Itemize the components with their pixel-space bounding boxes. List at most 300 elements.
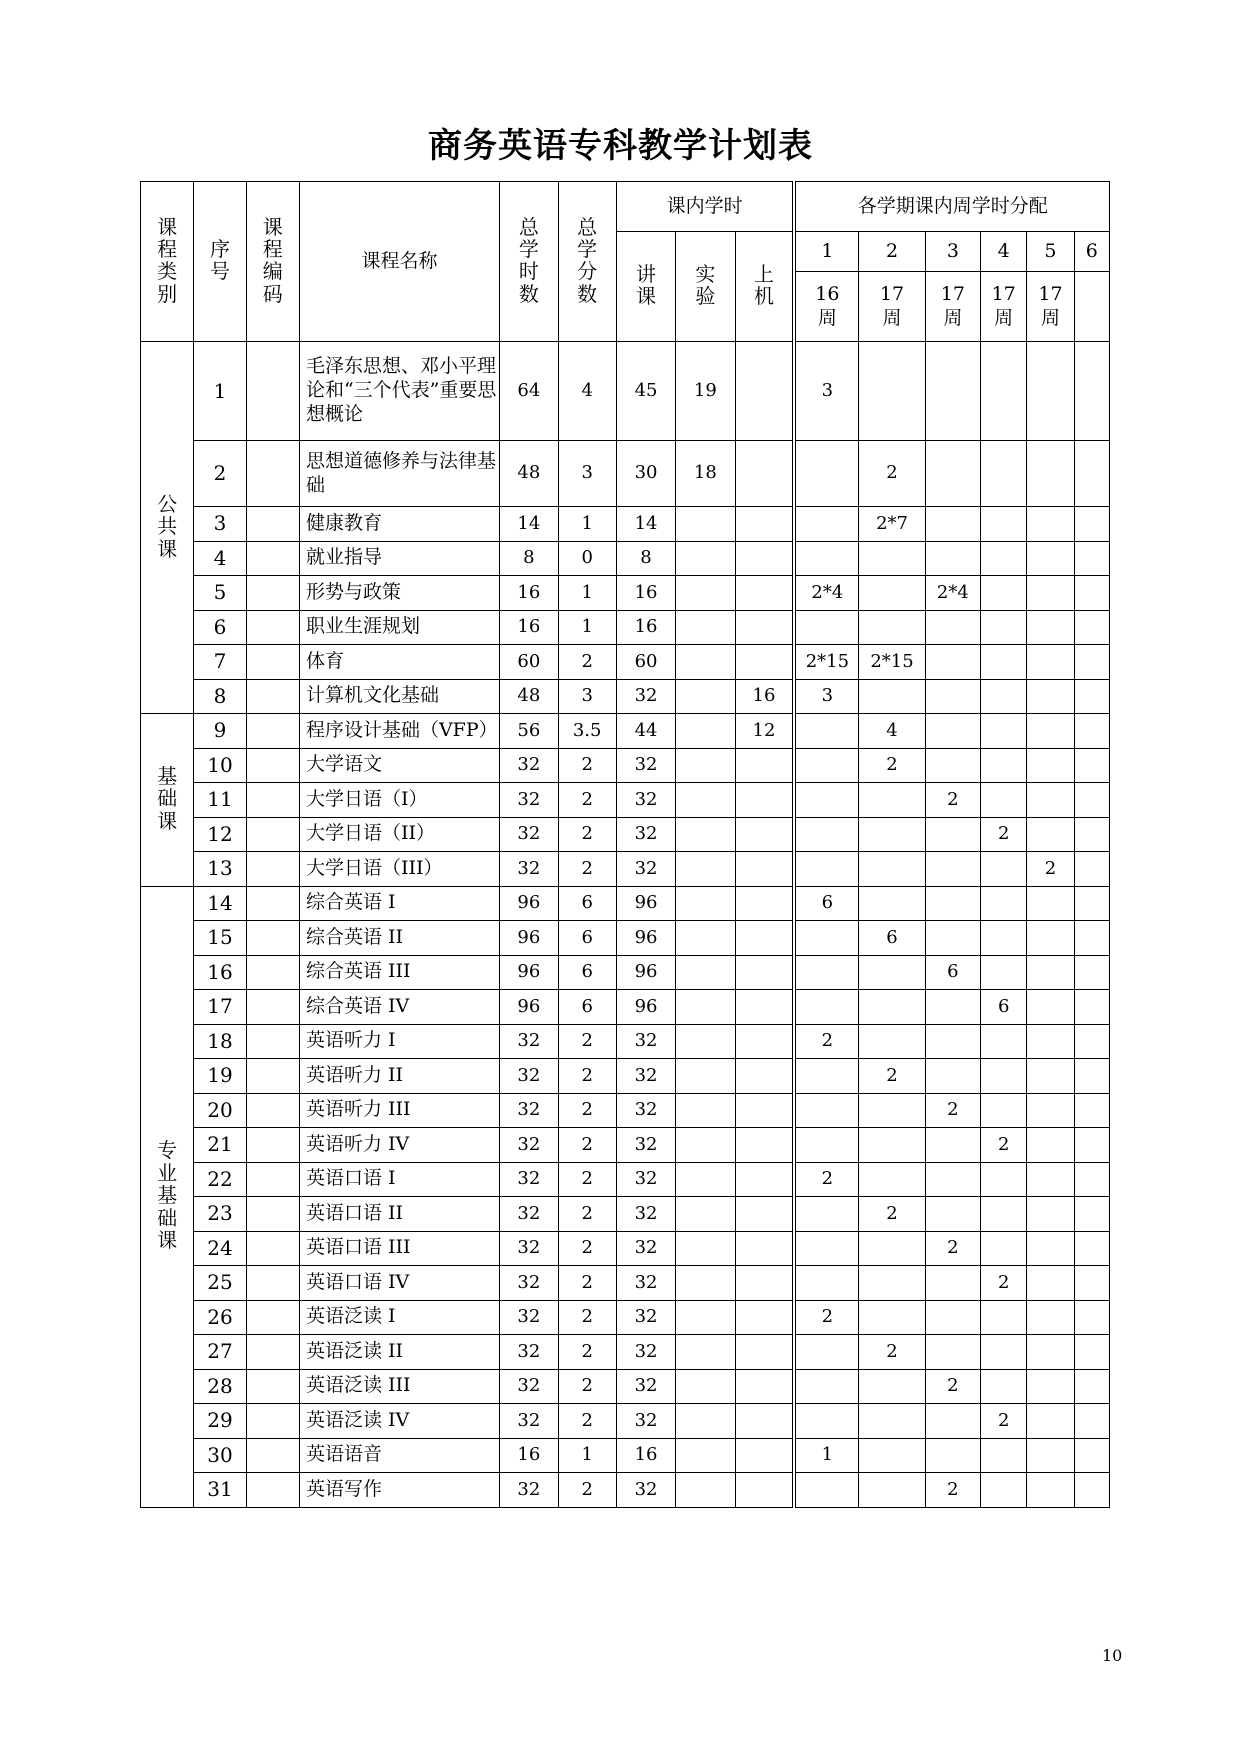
header-category: 课程类别 xyxy=(141,182,194,342)
row-computer-hours xyxy=(735,342,794,441)
row-course-code xyxy=(246,1404,299,1439)
row-course-name: 职业生涯规划 xyxy=(299,610,499,645)
row-total-credits: 6 xyxy=(558,921,616,956)
row-course-name: 思想道德修养与法律基础 xyxy=(299,441,499,507)
row-semester-6-hours xyxy=(1074,1197,1109,1232)
row-computer-hours xyxy=(735,817,794,852)
row-semester-3-hours xyxy=(925,541,980,576)
row-course-code xyxy=(246,1438,299,1473)
row-lecture-hours: 32 xyxy=(616,1128,675,1163)
row-experiment-hours xyxy=(676,1231,735,1266)
row-total-hours: 32 xyxy=(500,1059,558,1094)
row-computer-hours xyxy=(735,748,794,783)
table-row xyxy=(141,441,1110,507)
header-in-class-hours: 课内学时 xyxy=(616,182,794,232)
row-semester-5-hours xyxy=(1027,1473,1074,1508)
row-semester-2-hours: 2 xyxy=(859,748,925,783)
row-computer-hours xyxy=(735,1438,794,1473)
table-row xyxy=(141,1473,1110,1508)
row-total-hours: 32 xyxy=(500,817,558,852)
row-seq: 17 xyxy=(194,990,246,1025)
row-experiment-hours: 18 xyxy=(676,441,735,507)
row-semester-1-hours xyxy=(794,1266,858,1301)
table-row xyxy=(141,610,1110,645)
row-semester-2-hours xyxy=(859,1438,925,1473)
row-semester-1-hours xyxy=(794,921,858,956)
row-experiment-hours xyxy=(676,507,735,542)
row-semester-1-hours xyxy=(794,955,858,990)
row-total-hours: 32 xyxy=(500,1369,558,1404)
row-course-name: 程序设计基础（VFP） xyxy=(299,714,499,749)
row-experiment-hours xyxy=(676,1404,735,1439)
row-course-name: 英语写作 xyxy=(299,1473,499,1508)
header-weeks-3: 17 周 xyxy=(925,272,980,342)
row-semester-2-hours: 2*7 xyxy=(859,507,925,542)
row-semester-5-hours xyxy=(1027,1369,1074,1404)
row-semester-5-hours xyxy=(1027,1300,1074,1335)
header-total-credits: 总学分数 xyxy=(558,182,616,342)
row-computer-hours xyxy=(735,1231,794,1266)
row-course-code xyxy=(246,1162,299,1197)
row-semester-1-hours xyxy=(794,1369,858,1404)
row-semester-4-hours: 2 xyxy=(981,1266,1027,1301)
table-row xyxy=(141,990,1110,1025)
row-semester-2-hours xyxy=(859,1266,925,1301)
row-seq: 31 xyxy=(194,1473,246,1508)
row-semester-3-hours xyxy=(925,748,980,783)
header-seq: 序号 xyxy=(194,182,246,342)
row-semester-4-hours: 2 xyxy=(981,817,1027,852)
table-row xyxy=(141,1266,1110,1301)
row-lecture-hours: 32 xyxy=(616,748,675,783)
row-lecture-hours: 14 xyxy=(616,507,675,542)
row-computer-hours xyxy=(735,1473,794,1508)
row-semester-4-hours xyxy=(981,610,1027,645)
row-total-credits: 2 xyxy=(558,1162,616,1197)
row-semester-6-hours xyxy=(1074,441,1109,507)
row-course-name: 大学语文 xyxy=(299,748,499,783)
row-semester-4-hours xyxy=(981,1473,1027,1508)
row-total-hours: 96 xyxy=(500,921,558,956)
row-seq: 30 xyxy=(194,1438,246,1473)
row-semester-2-hours: 2*15 xyxy=(859,645,925,680)
row-seq: 20 xyxy=(194,1093,246,1128)
row-computer-hours xyxy=(735,645,794,680)
row-total-hours: 96 xyxy=(500,955,558,990)
row-total-hours: 48 xyxy=(500,679,558,714)
page-title: 商务英语专科教学计划表 xyxy=(428,126,813,166)
row-semester-1-hours xyxy=(794,1473,858,1508)
row-semester-6-hours xyxy=(1074,955,1109,990)
row-course-code xyxy=(246,1059,299,1094)
row-semester-4-hours xyxy=(981,1369,1027,1404)
row-semester-4-hours: 2 xyxy=(981,1404,1027,1439)
row-total-credits: 6 xyxy=(558,886,616,921)
row-semester-5-hours xyxy=(1027,1024,1074,1059)
row-semester-6-hours xyxy=(1074,610,1109,645)
row-experiment-hours xyxy=(676,748,735,783)
row-semester-3-hours xyxy=(925,921,980,956)
row-total-hours: 60 xyxy=(500,645,558,680)
row-semester-1-hours: 2 xyxy=(794,1300,858,1335)
row-semester-1-hours xyxy=(794,1231,858,1266)
row-semester-6-hours xyxy=(1074,1404,1109,1439)
row-semester-3-hours xyxy=(925,886,980,921)
row-lecture-hours: 45 xyxy=(616,342,675,441)
row-semester-3-hours: 6 xyxy=(925,955,980,990)
row-semester-3-hours xyxy=(925,1059,980,1094)
row-semester-5-hours: 2 xyxy=(1027,852,1074,887)
row-computer-hours xyxy=(735,1128,794,1163)
row-experiment-hours xyxy=(676,783,735,818)
row-semester-6-hours xyxy=(1074,921,1109,956)
row-course-name: 英语语音 xyxy=(299,1438,499,1473)
row-experiment-hours xyxy=(676,1438,735,1473)
row-course-name: 英语泛读 I xyxy=(299,1300,499,1335)
row-semester-1-hours xyxy=(794,541,858,576)
table-row xyxy=(141,1059,1110,1094)
row-semester-6-hours xyxy=(1074,1335,1109,1370)
row-course-code xyxy=(246,1300,299,1335)
row-course-code xyxy=(246,1369,299,1404)
row-semester-5-hours xyxy=(1027,1162,1074,1197)
row-semester-6-hours xyxy=(1074,714,1109,749)
row-total-hours: 56 xyxy=(500,714,558,749)
row-semester-1-hours xyxy=(794,748,858,783)
row-seq: 13 xyxy=(194,852,246,887)
row-computer-hours xyxy=(735,1404,794,1439)
row-semester-4-hours xyxy=(981,576,1027,611)
table-row xyxy=(141,748,1110,783)
row-total-hours: 32 xyxy=(500,1300,558,1335)
row-semester-5-hours xyxy=(1027,921,1074,956)
row-experiment-hours xyxy=(676,955,735,990)
table-row xyxy=(141,645,1110,680)
row-total-hours: 32 xyxy=(500,1093,558,1128)
row-total-hours: 16 xyxy=(500,1438,558,1473)
row-lecture-hours: 32 xyxy=(616,1197,675,1232)
row-semester-3-hours: 2 xyxy=(925,1231,980,1266)
row-semester-3-hours xyxy=(925,1438,980,1473)
row-experiment-hours xyxy=(676,852,735,887)
header-total-hours: 总学时数 xyxy=(500,182,558,342)
header-code: 课程编码 xyxy=(246,182,299,342)
row-total-credits: 3.5 xyxy=(558,714,616,749)
row-semester-4-hours xyxy=(981,342,1027,441)
row-lecture-hours: 44 xyxy=(616,714,675,749)
row-seq: 22 xyxy=(194,1162,246,1197)
row-semester-6-hours xyxy=(1074,1162,1109,1197)
row-semester-3-hours xyxy=(925,1162,980,1197)
row-total-credits: 1 xyxy=(558,1438,616,1473)
row-semester-3-hours xyxy=(925,645,980,680)
table-row xyxy=(141,1128,1110,1163)
row-semester-2-hours xyxy=(859,1162,925,1197)
row-total-credits: 3 xyxy=(558,441,616,507)
header-weeks-1: 16 周 xyxy=(794,272,858,342)
row-semester-1-hours: 1 xyxy=(794,1438,858,1473)
row-semester-4-hours xyxy=(981,1335,1027,1370)
row-lecture-hours: 16 xyxy=(616,576,675,611)
table-row xyxy=(141,783,1110,818)
row-computer-hours xyxy=(735,1300,794,1335)
row-lecture-hours: 32 xyxy=(616,1404,675,1439)
row-total-hours: 32 xyxy=(500,1231,558,1266)
row-semester-2-hours xyxy=(859,342,925,441)
row-semester-1-hours xyxy=(794,1335,858,1370)
row-semester-4-hours xyxy=(981,541,1027,576)
row-semester-2-hours xyxy=(859,886,925,921)
row-lecture-hours: 60 xyxy=(616,645,675,680)
row-semester-5-hours xyxy=(1027,990,1074,1025)
row-total-credits: 2 xyxy=(558,1197,616,1232)
row-semester-3-hours xyxy=(925,852,980,887)
row-computer-hours xyxy=(735,1197,794,1232)
row-total-credits: 2 xyxy=(558,1128,616,1163)
row-seq: 26 xyxy=(194,1300,246,1335)
row-computer-hours xyxy=(735,576,794,611)
row-lecture-hours: 32 xyxy=(616,1024,675,1059)
row-semester-1-hours: 2*15 xyxy=(794,645,858,680)
row-total-credits: 2 xyxy=(558,1300,616,1335)
row-experiment-hours xyxy=(676,817,735,852)
row-seq: 29 xyxy=(194,1404,246,1439)
table-row xyxy=(141,1197,1110,1232)
header-semester-3: 3 xyxy=(925,232,980,272)
row-semester-2-hours: 2 xyxy=(859,1059,925,1094)
row-lecture-hours: 32 xyxy=(616,1369,675,1404)
row-course-code xyxy=(246,1024,299,1059)
row-course-code xyxy=(246,441,299,507)
row-semester-4-hours xyxy=(981,1024,1027,1059)
row-semester-3-hours xyxy=(925,679,980,714)
row-semester-2-hours xyxy=(859,817,925,852)
teaching-plan-table xyxy=(140,181,1110,1508)
row-course-name: 大学日语（III） xyxy=(299,852,499,887)
header-semester-distribution: 各学期课内周学时分配 xyxy=(794,182,1109,232)
row-course-name: 综合英语 IV xyxy=(299,990,499,1025)
row-semester-6-hours xyxy=(1074,1024,1109,1059)
row-semester-5-hours xyxy=(1027,507,1074,542)
table-row xyxy=(141,886,1110,921)
row-total-credits: 2 xyxy=(558,1404,616,1439)
row-seq: 14 xyxy=(194,886,246,921)
row-semester-3-hours xyxy=(925,342,980,441)
row-course-name: 英语口语 IV xyxy=(299,1266,499,1301)
row-total-hours: 8 xyxy=(500,541,558,576)
row-semester-4-hours xyxy=(981,1197,1027,1232)
row-course-name: 体育 xyxy=(299,645,499,680)
row-computer-hours xyxy=(735,955,794,990)
row-experiment-hours xyxy=(676,1024,735,1059)
row-course-code xyxy=(246,714,299,749)
row-experiment-hours xyxy=(676,886,735,921)
row-course-name: 大学日语（II） xyxy=(299,817,499,852)
row-seq: 7 xyxy=(194,645,246,680)
row-semester-4-hours xyxy=(981,1438,1027,1473)
row-semester-5-hours xyxy=(1027,1438,1074,1473)
row-semester-2-hours: 4 xyxy=(859,714,925,749)
row-semester-6-hours xyxy=(1074,1438,1109,1473)
row-semester-6-hours xyxy=(1074,576,1109,611)
row-seq: 18 xyxy=(194,1024,246,1059)
row-experiment-hours xyxy=(676,1059,735,1094)
row-semester-4-hours xyxy=(981,1059,1027,1094)
row-experiment-hours xyxy=(676,679,735,714)
row-semester-2-hours xyxy=(859,1128,925,1163)
row-course-code xyxy=(246,886,299,921)
row-semester-4-hours xyxy=(981,1093,1027,1128)
row-semester-3-hours xyxy=(925,610,980,645)
row-course-name: 综合英语 I xyxy=(299,886,499,921)
row-seq: 28 xyxy=(194,1369,246,1404)
row-computer-hours xyxy=(735,783,794,818)
row-semester-5-hours xyxy=(1027,576,1074,611)
row-semester-1-hours xyxy=(794,817,858,852)
row-computer-hours xyxy=(735,886,794,921)
row-total-hours: 48 xyxy=(500,441,558,507)
row-seq: 11 xyxy=(194,783,246,818)
row-semester-4-hours xyxy=(981,1300,1027,1335)
header-lecture: 讲课 xyxy=(616,232,675,342)
row-seq: 23 xyxy=(194,1197,246,1232)
row-semester-6-hours xyxy=(1074,990,1109,1025)
row-seq: 3 xyxy=(194,507,246,542)
row-semester-5-hours xyxy=(1027,1231,1074,1266)
row-semester-4-hours xyxy=(981,679,1027,714)
row-semester-3-hours xyxy=(925,441,980,507)
row-semester-4-hours xyxy=(981,714,1027,749)
row-computer-hours xyxy=(735,610,794,645)
row-semester-4-hours xyxy=(981,1231,1027,1266)
row-semester-5-hours xyxy=(1027,1059,1074,1094)
row-semester-3-hours xyxy=(925,1335,980,1370)
table-row xyxy=(141,921,1110,956)
row-total-hours: 64 xyxy=(500,342,558,441)
row-semester-5-hours xyxy=(1027,955,1074,990)
table-row xyxy=(141,1231,1110,1266)
row-semester-1-hours xyxy=(794,1128,858,1163)
row-total-credits: 2 xyxy=(558,1093,616,1128)
row-experiment-hours xyxy=(676,1197,735,1232)
row-course-name: 综合英语 II xyxy=(299,921,499,956)
row-experiment-hours xyxy=(676,1162,735,1197)
row-total-credits: 6 xyxy=(558,990,616,1025)
row-semester-1-hours: 6 xyxy=(794,886,858,921)
row-seq: 10 xyxy=(194,748,246,783)
row-semester-6-hours xyxy=(1074,1128,1109,1163)
row-total-credits: 2 xyxy=(558,1024,616,1059)
row-semester-4-hours xyxy=(981,645,1027,680)
row-course-code xyxy=(246,1266,299,1301)
row-semester-2-hours xyxy=(859,783,925,818)
row-lecture-hours: 96 xyxy=(616,955,675,990)
row-course-code xyxy=(246,852,299,887)
row-semester-1-hours xyxy=(794,507,858,542)
row-total-credits: 4 xyxy=(558,342,616,441)
row-semester-1-hours xyxy=(794,714,858,749)
row-computer-hours xyxy=(735,921,794,956)
row-experiment-hours xyxy=(676,541,735,576)
row-course-name: 健康教育 xyxy=(299,507,499,542)
header-semester-1: 1 xyxy=(794,232,858,272)
row-total-credits: 1 xyxy=(558,610,616,645)
row-semester-5-hours xyxy=(1027,342,1074,441)
row-course-name: 英语泛读 IV xyxy=(299,1404,499,1439)
row-experiment-hours xyxy=(676,1093,735,1128)
row-total-credits: 2 xyxy=(558,783,616,818)
row-semester-2-hours xyxy=(859,576,925,611)
table-row xyxy=(141,817,1110,852)
row-semester-6-hours xyxy=(1074,852,1109,887)
row-course-name: 英语口语 I xyxy=(299,1162,499,1197)
row-semester-3-hours xyxy=(925,1300,980,1335)
row-semester-6-hours xyxy=(1074,541,1109,576)
header-weeks-6 xyxy=(1074,272,1109,342)
row-total-hours: 14 xyxy=(500,507,558,542)
row-seq: 15 xyxy=(194,921,246,956)
table-row xyxy=(141,507,1110,542)
row-course-code xyxy=(246,783,299,818)
header-weeks-5: 17 周 xyxy=(1027,272,1074,342)
table-row xyxy=(141,342,1110,441)
row-lecture-hours: 32 xyxy=(616,783,675,818)
row-lecture-hours: 32 xyxy=(616,1093,675,1128)
row-semester-2-hours xyxy=(859,1300,925,1335)
header-weeks-4: 17 周 xyxy=(981,272,1027,342)
table-row xyxy=(141,1404,1110,1439)
row-semester-6-hours xyxy=(1074,1473,1109,1508)
table-row xyxy=(141,955,1110,990)
row-semester-3-hours: 2 xyxy=(925,1369,980,1404)
row-lecture-hours: 32 xyxy=(616,1059,675,1094)
table-row xyxy=(141,1369,1110,1404)
row-semester-1-hours xyxy=(794,441,858,507)
row-computer-hours: 16 xyxy=(735,679,794,714)
row-semester-2-hours xyxy=(859,610,925,645)
header-semester-4: 4 xyxy=(981,232,1027,272)
row-semester-3-hours xyxy=(925,1128,980,1163)
row-semester-3-hours xyxy=(925,507,980,542)
row-total-credits: 2 xyxy=(558,748,616,783)
row-total-credits: 2 xyxy=(558,1473,616,1508)
row-experiment-hours xyxy=(676,921,735,956)
row-computer-hours xyxy=(735,1266,794,1301)
row-course-name: 英语口语 III xyxy=(299,1231,499,1266)
row-lecture-hours: 16 xyxy=(616,1438,675,1473)
header-weeks-2: 17 周 xyxy=(859,272,925,342)
row-seq: 19 xyxy=(194,1059,246,1094)
row-total-hours: 16 xyxy=(500,576,558,611)
row-semester-3-hours xyxy=(925,1266,980,1301)
row-total-credits: 0 xyxy=(558,541,616,576)
row-semester-4-hours xyxy=(981,507,1027,542)
row-semester-2-hours xyxy=(859,955,925,990)
row-course-name: 英语听力 II xyxy=(299,1059,499,1094)
row-total-hours: 16 xyxy=(500,610,558,645)
row-semester-3-hours: 2*4 xyxy=(925,576,980,611)
row-semester-6-hours xyxy=(1074,1266,1109,1301)
row-total-credits: 1 xyxy=(558,507,616,542)
row-seq: 21 xyxy=(194,1128,246,1163)
row-semester-5-hours xyxy=(1027,441,1074,507)
header-computer: 上机 xyxy=(735,232,794,342)
row-course-code xyxy=(246,1197,299,1232)
row-computer-hours xyxy=(735,1093,794,1128)
row-semester-1-hours xyxy=(794,1404,858,1439)
row-lecture-hours: 32 xyxy=(616,817,675,852)
row-lecture-hours: 32 xyxy=(616,1266,675,1301)
